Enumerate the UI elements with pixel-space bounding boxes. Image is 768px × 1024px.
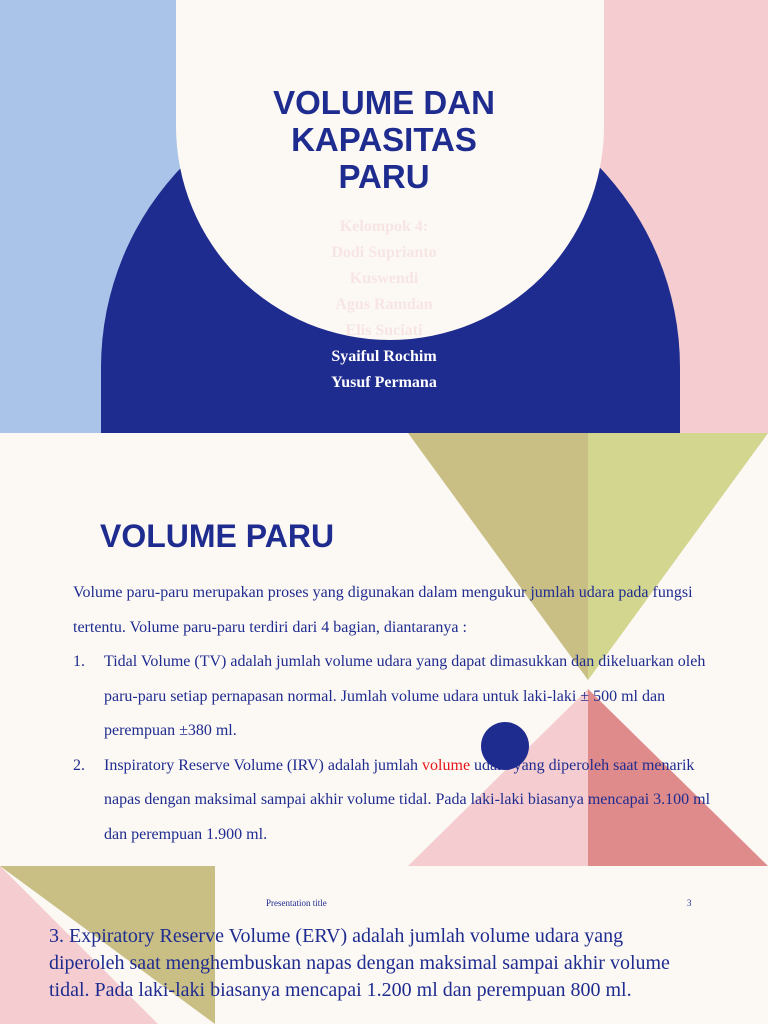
author-name: Dodi Suprianto — [331, 244, 437, 261]
volume-list — [73, 645, 713, 852]
list-number: 1. — [73, 653, 85, 670]
list-item — [73, 749, 713, 853]
presentation-title — [210, 84, 558, 195]
author-name: Elis Suciati — [345, 322, 423, 339]
erv-paragraph: 3. Expiratory Reserve Volume (ERV) adalah jumlah volume udara yang diperoleh saat menghembuskan napas dengan maksimal sampai akhir volume tidal. Pada laki-laki biasanya mencapai 1.200 ml dan perempuan 800 ml. — [49, 925, 670, 1001]
page-number: 3 — [687, 898, 692, 908]
slide-title — [0, 0, 768, 433]
list-item-text-after: udara yang diperoleh saat menarik napas dengan maksimal sampai akhir volume tidal. Pada laki-laki biasanya mencapai 3.100 ml dan perempuan 1.900 ml. — [104, 756, 711, 843]
author-name: Kuswendi — [349, 270, 419, 287]
slide-erv — [0, 866, 768, 1024]
list-item-text-before: Inspiratory Reserve Volume (IRV) adalah jumlah — [104, 756, 423, 774]
list-item — [73, 645, 713, 749]
footer-title: Presentation title — [266, 898, 327, 908]
list-number: 2. — [73, 756, 85, 774]
author-list — [230, 214, 538, 396]
title-line-2: KAPASITAS — [291, 121, 477, 158]
slide-volume-paru — [0, 433, 768, 866]
highlighted-word: volume — [422, 756, 471, 774]
title-line-1: VOLUME DAN — [273, 84, 495, 121]
section-heading: VOLUME PARU — [100, 518, 335, 554]
author-name: Syaiful Rochim — [331, 348, 437, 365]
intro-paragraph: Volume paru-paru merupakan proses yang digunakan dalam mengukur jumlah udara pada fungsi tertentu. Volume paru-paru terdiri dari 4 bagian, diantaranya : — [73, 584, 693, 636]
list-item-text: Tidal Volume (TV) adalah jumlah volume udara yang dapat dimasukkan dan dikeluarkan oleh paru-paru setiap pernapasan normal. Jumlah volume udara untuk laki-laki ± 500 ml dan perempuan ±380 ml. — [104, 653, 706, 739]
title-line-3: PARU — [338, 158, 430, 195]
author-name: Yusuf Permana — [331, 374, 437, 391]
author-name: Agus Ramdan — [335, 296, 433, 313]
body-text — [73, 576, 713, 852]
group-label: Kelompok 4: — [339, 218, 429, 235]
